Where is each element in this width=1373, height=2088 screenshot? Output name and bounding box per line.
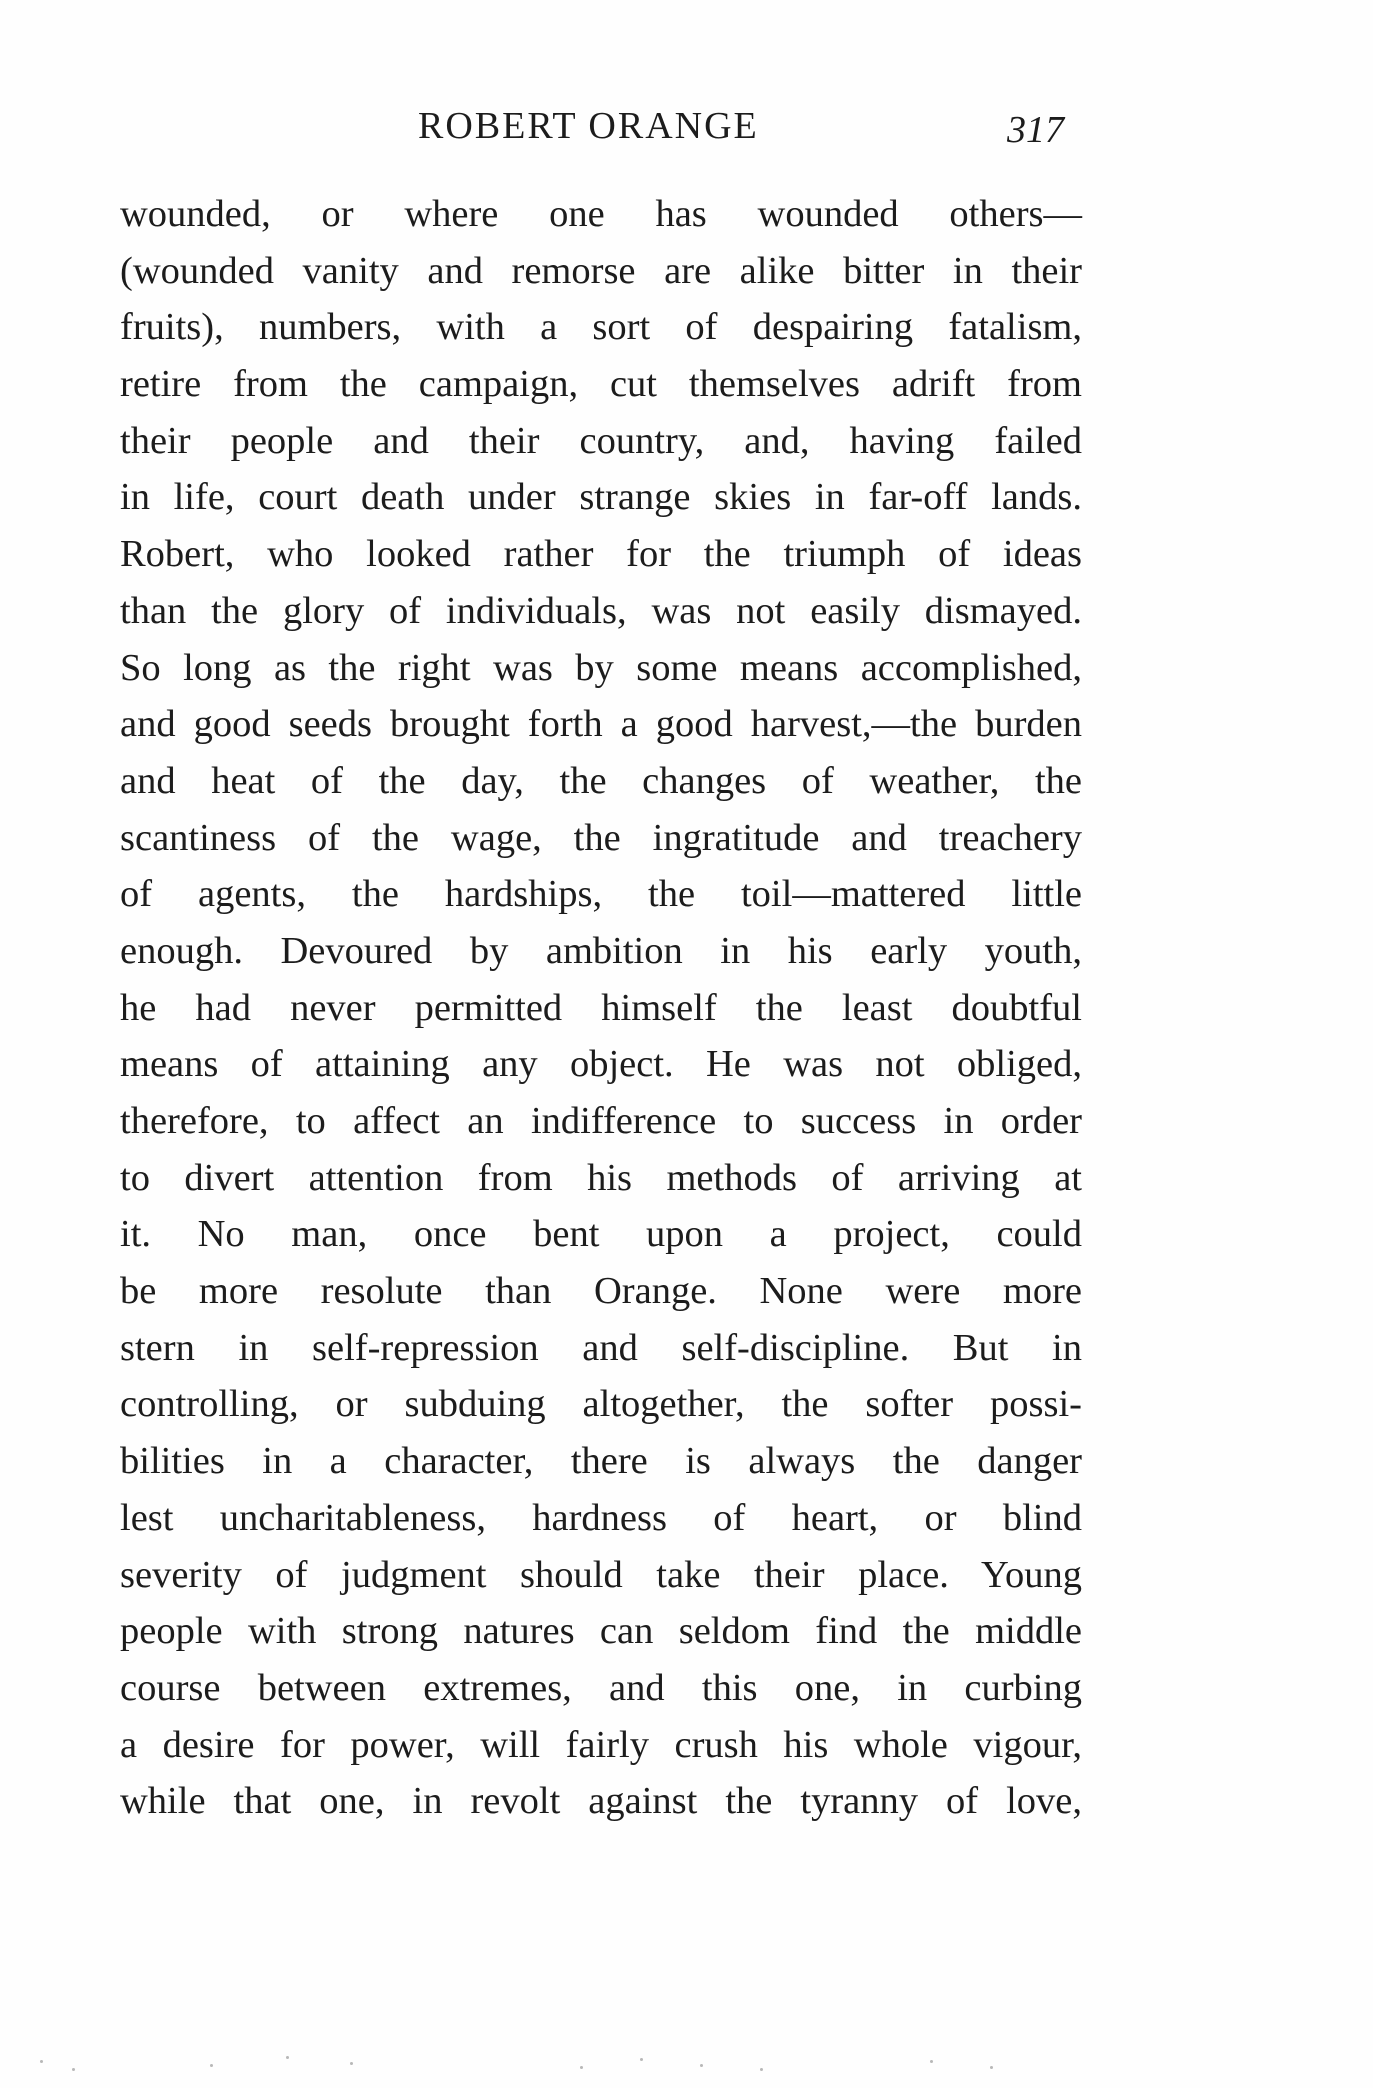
text-line: be more resolute than Orange. None were more bbox=[120, 1270, 1082, 1313]
text-line: enough. Devoured by ambition in his early youth, bbox=[120, 929, 1082, 972]
text-line: it. No man, once bent upon a project, could bbox=[120, 1213, 1082, 1256]
scan-specks bbox=[0, 2038, 1373, 2088]
page-number: 317 bbox=[1007, 109, 1064, 151]
text-line: fruits), numbers, with a sort of despairing fatalism, bbox=[120, 306, 1082, 349]
text-line: therefore, to affect an indifference to success in order bbox=[120, 1100, 1082, 1142]
text-line: people with strong natures can seldom find the middle bbox=[120, 1610, 1082, 1653]
text-line: (wounded vanity and remorse are alike bitter in their bbox=[120, 249, 1082, 292]
running-title: ROBERT ORANGE bbox=[418, 105, 759, 147]
text-line: he had never permitted himself the least doubtful bbox=[120, 986, 1082, 1029]
text-line: stern in self-repression and self-discipline. But in bbox=[120, 1326, 1082, 1369]
text-line: their people and their country, and, having failed bbox=[120, 419, 1082, 462]
text-line: lest uncharitableness, hardness of heart, or blind bbox=[120, 1496, 1082, 1539]
running-head bbox=[0, 98, 1373, 154]
text-line: bilities in a character, there is always the danger bbox=[120, 1440, 1082, 1483]
text-line: So long as the right was by some means accomplished, bbox=[120, 646, 1082, 689]
text-line: in life, court death under strange skies in far-off lands. bbox=[120, 476, 1082, 519]
text-line: of agents, the hardships, the toil—mattered little bbox=[120, 873, 1082, 916]
text-line: to divert attention from his methods of arriving at bbox=[120, 1156, 1082, 1199]
text-line: scantiness of the wage, the ingratitude and treachery bbox=[120, 816, 1082, 859]
text-line: severity of judgment should take their place. Young bbox=[120, 1553, 1082, 1596]
text-line: course between extremes, and this one, in curbing bbox=[120, 1666, 1082, 1709]
text-line: while that one, in revolt against the tyranny of love, bbox=[120, 1780, 1082, 1823]
body-text bbox=[120, 186, 1082, 1830]
text-line: and heat of the day, the changes of weather, the bbox=[120, 759, 1082, 802]
text-line: retire from the campaign, cut themselves adrift from bbox=[120, 363, 1082, 406]
text-line: and good seeds brought forth a good harvest,—the burden bbox=[120, 703, 1082, 746]
text-line: wounded, or where one has wounded others— bbox=[120, 193, 1082, 235]
text-line: controlling, or subduing altogether, the softer possi- bbox=[120, 1383, 1082, 1426]
text-line: a desire for power, will fairly crush his whole vigour, bbox=[120, 1723, 1082, 1766]
text-line: than the glory of individuals, was not easily dismayed. bbox=[120, 589, 1082, 632]
text-line: Robert, who looked rather for the triumph of ideas bbox=[120, 533, 1082, 576]
text-line: means of attaining any object. He was not obliged, bbox=[120, 1043, 1082, 1086]
